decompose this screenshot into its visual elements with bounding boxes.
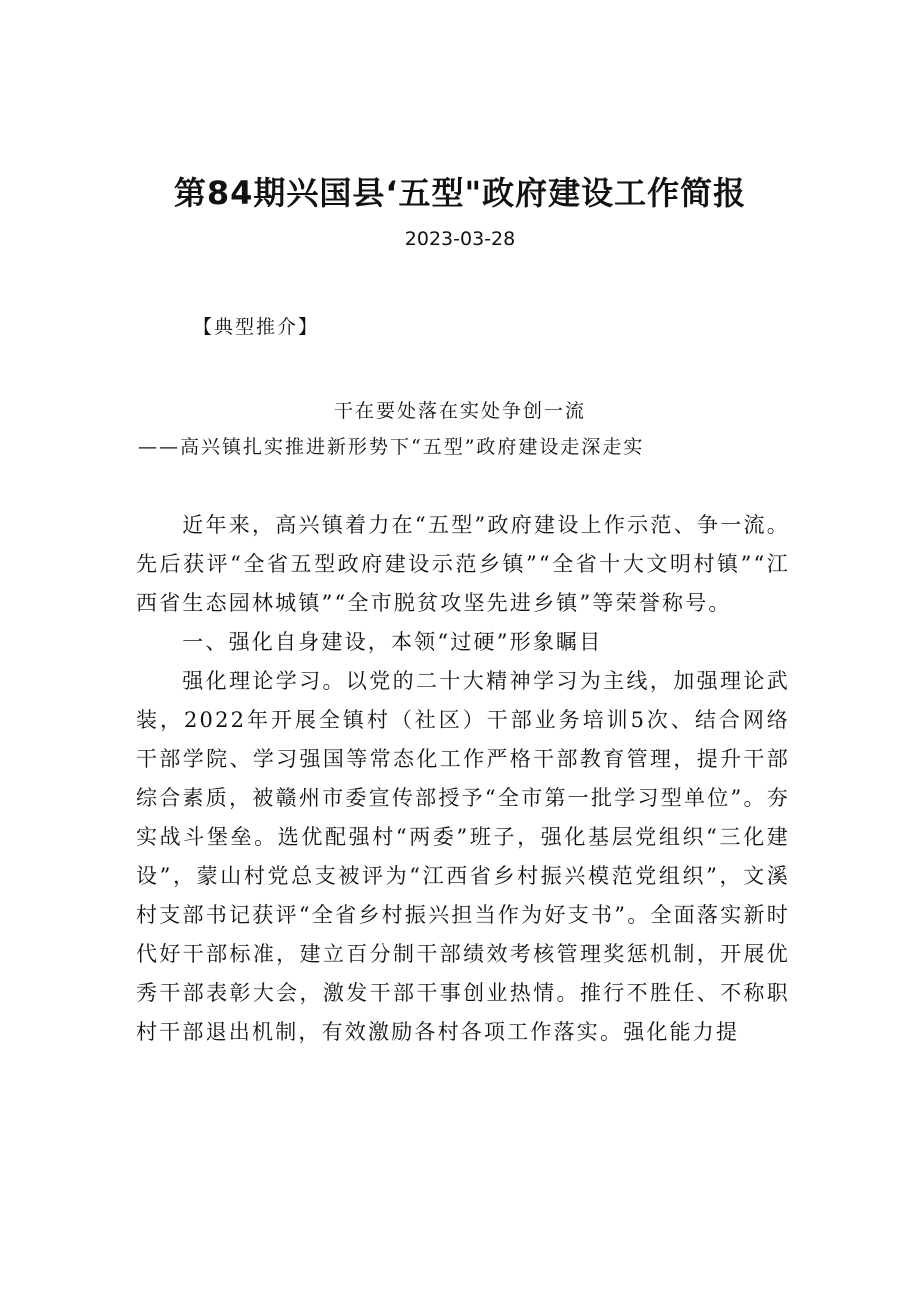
paragraph-intro: 近年来，高兴镇着力在“五型”政府建设上作示范、争一流。先后获评“全省五型政府建设示范乡镇”“全省十大文明村镇”“江西省生态园林城镇”“全市脱贫攻坚先进乡镇”等荣誉称号。 (136, 513, 790, 615)
article-headline: 干在要处落在实处争创一流 (333, 400, 586, 422)
publish-date: 2023-03-28 (404, 228, 516, 250)
page-title: 第84期兴国县‘五型"政府建设工作简报 (173, 174, 747, 212)
section-heading: 一、强化自身建设，本领“过硬”形象瞩目 (182, 630, 603, 654)
paragraph-theory-study: 强化理论学习。以党的二十大精神学习为主线，加强理论武装，2022年开展全镇村（社区）干部业务培训5次、结合网络干部学院、学习强国等常态化工作严格干部教育管理，提升干部综合素质，被赣州市委宣传部授予“全市第一批学习型单位”。夯实战斗堡垒。选优配强村“两委”班子，强化基层党组织“三化建设”，蒙山村党总支被评为“江西省乡村振兴模范党组织”，文溪村支部书记获评“全省乡村振兴担当作为好支书”。全面落实新时代好干部标准，建立百分制干部绩效考核管理奖惩机制，开展优秀干部表彰大会，激发干部干事创业热情。推行不胜任、不称职村干部退出机制，有效激励各村各项工作落实。强化能力提 (136, 669, 790, 1044)
category-label: 【典型推介】 (193, 316, 320, 338)
article-subheadline: ——高兴镇扎实推进新形势下“五型”政府建设走深走实 (138, 436, 645, 458)
article-body (136, 506, 790, 1052)
